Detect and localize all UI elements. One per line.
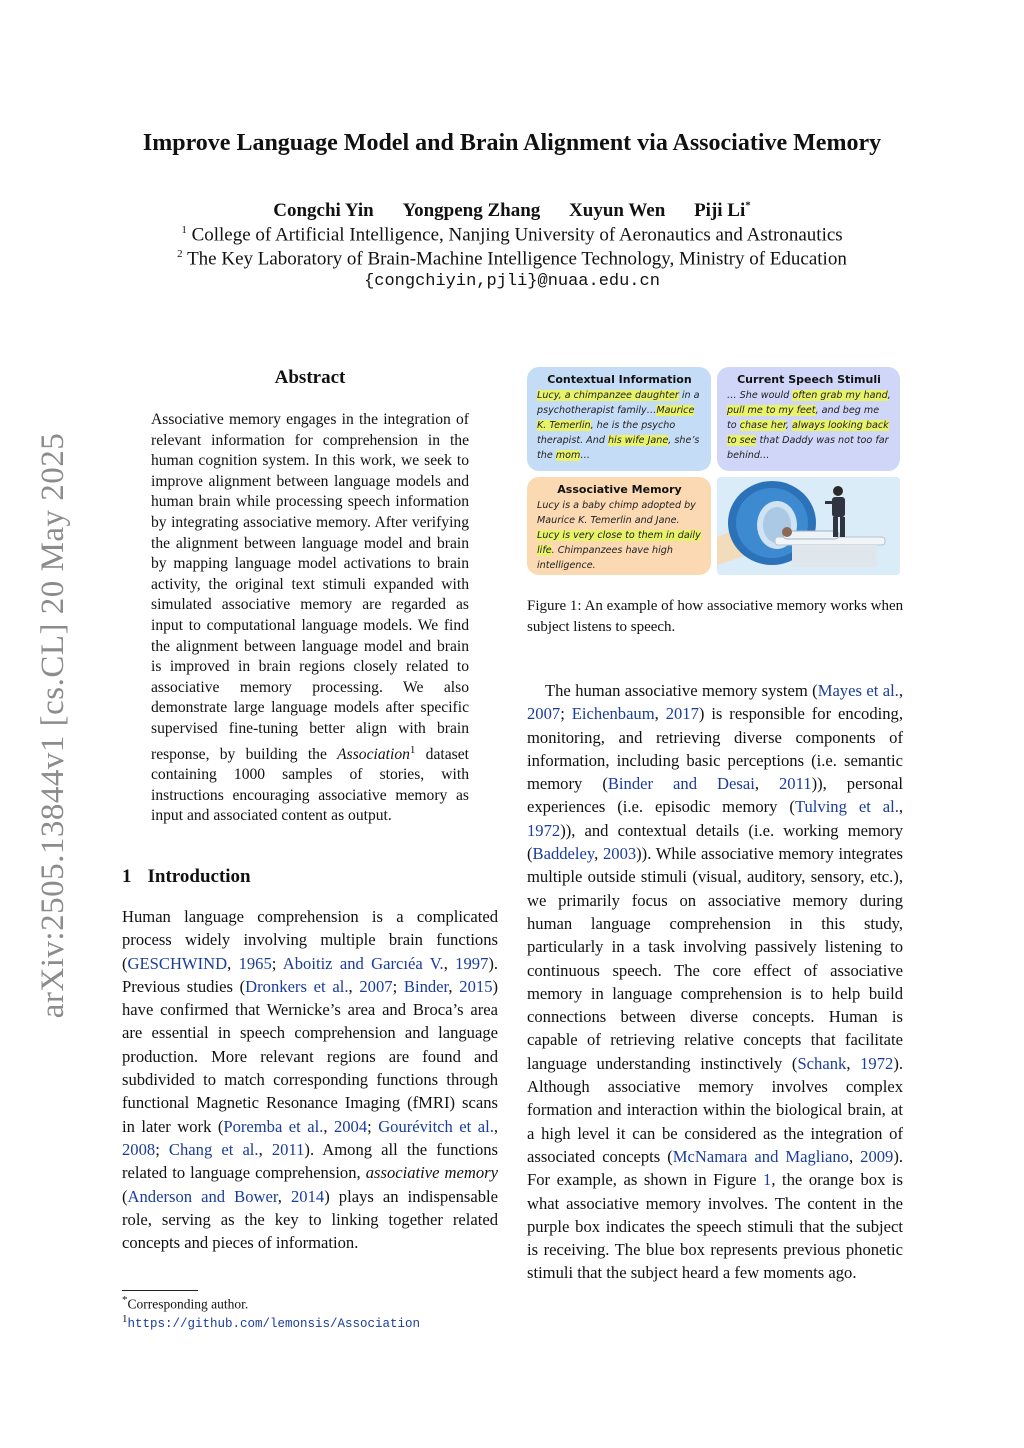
citation-link[interactable]: 1965 [238, 953, 272, 973]
footnote-ref[interactable]: 1 [409, 743, 416, 756]
box-text: Lucy, a chimpanzee daughter in a psychotherapist family…Maurice K. Temerlin, he is the psycho therapist. And his wife Jane, she’s the mom… [537, 390, 700, 461]
figure-caption: Figure 1: An example of how associative memory works when subject listens to speech. [527, 598, 904, 635]
citation-link[interactable]: 1972 [527, 820, 561, 840]
associative-memory-box [527, 477, 711, 575]
footnote-divider [122, 1290, 198, 1291]
citation-link[interactable]: Poremba et al. [223, 1116, 324, 1136]
citation-link[interactable]: McNamara and Magliano [672, 1146, 849, 1166]
arxiv-side-stamp [24, 420, 84, 1030]
citation-link[interactable]: 2007 [527, 704, 561, 724]
citation-link[interactable]: 2011 [271, 1139, 305, 1159]
figure-1 [527, 367, 903, 579]
author-name: Xuyun Wen [569, 200, 666, 222]
mri-scanner-icon [717, 477, 900, 575]
citation-link[interactable]: Binder [403, 976, 449, 996]
current-speech-stimuli-box [717, 367, 900, 471]
citation-link[interactable]: Tulving et al. [794, 797, 899, 817]
citation-link[interactable]: Schank [797, 1053, 847, 1073]
box-text: … She would often grab my hand, pull me to my feet, and beg me to chase her, always looking back to see that Daddy was not too far behind… [727, 390, 891, 461]
author-email: {congchiyin,pjli}@nuaa.edu.cn [364, 272, 660, 291]
citation-link[interactable]: 2011 [778, 774, 812, 794]
author-name: Piji Li* [694, 200, 751, 222]
citation-link[interactable]: 1972 [860, 1053, 894, 1073]
dataset-url-link[interactable]: https://github.com/lemonsis/Association [127, 1317, 421, 1332]
citation-link[interactable]: Anderson and Bower [127, 1186, 278, 1206]
citation-link[interactable]: 2014 [291, 1186, 325, 1206]
box-heading: Current Speech Stimuli [737, 373, 881, 386]
figure-reference-link[interactable]: 1 [763, 1170, 772, 1190]
citation-link[interactable]: Mayes et al. [817, 681, 899, 700]
affiliation-1: $^1$ College of Artificial Intelligence, Nanjing University of Aeronautics and Astronautics [181, 224, 843, 246]
mri-scanner-illustration [717, 477, 900, 575]
citation-link[interactable]: 2003 [602, 844, 637, 864]
author-name: Congchi Yin [273, 200, 374, 222]
citation-link[interactable]: 2007 [359, 976, 393, 996]
citation-link[interactable]: Aboitiz and Garcıéa V. [282, 953, 444, 973]
box-heading: Contextual Information [547, 373, 692, 386]
author-name: Yongpeng Zhang [402, 200, 541, 222]
abstract-heading: Abstract [274, 367, 346, 388]
citation-link[interactable]: GESCHWIND [127, 953, 228, 973]
footnote-1: *Corresponding author. [122, 1294, 249, 1312]
citation-link[interactable]: 2008 [122, 1139, 156, 1159]
citation-link[interactable]: Dronkers et al. [245, 976, 349, 996]
contextual-information-box [527, 367, 711, 471]
box-text: Lucy is a baby chimp adopted by Maurice K. Temerlin and Jane. Lucy is very close to them in daily life. Chimpanzees have high intelligence. [537, 500, 701, 571]
affiliation-2: $^2$ The Key Laboratory of Brain-Machine Intelligence Technology, Ministry of Education [177, 248, 847, 270]
arxiv-id: arXiv:2505.13844v1 [cs.CL] 20 May 2025 [35, 432, 72, 1018]
citation-link[interactable]: 2015 [459, 976, 493, 996]
author-list [0, 200, 1024, 222]
citation-link[interactable]: 1997 [455, 953, 489, 973]
footnote-2: $^1$https://github.com/lemonsis/Association [122, 1313, 421, 1332]
intro-paragraph: Human language comprehension is a complicated process widely involving multiple brain functions (GESCHWIND, 1965; Aboitiz and Garcıéa V., 1997). Previous studies (Dronkers et al., 2007; Binder, 2015) have confirmed that Wernicke’s area and Broca’s area are essential in speech comprehension and language production. More relevant regions are found and subdivided to match corresponding functions through functional Magnetic Resonance Imaging (fMRI) scans in later work (Poremba et al., 2004; Gourévitch et al., 2008; Chang et al., 2011). Among all the functions related to language comprehension, associative memory (Anderson and Bower, 2014) plays an indispensable role, serving as the key to linking together related concepts and pieces of information. [122, 907, 499, 1253]
author-mark: * [745, 200, 751, 212]
section-heading-introduction: 1 Introduction [122, 866, 251, 887]
abstract-body: Associative memory engages in the integration of relevant information for comprehension in the human cognition system. In this work, we seek to improve alignment between language models and human brain while processing speech information by integrating associative memory. After verifying the alignment between language model and brain by mapping language model activations to brain activity, the original text stimuli expanded with simulated associative memory are regarded as input to computational language models. We find the alignment between language model and brain is improved in brain regions closely related to associative memory processing. We also demonstrate large language models after specific supervised fine-tuning better align with brain response, by building the Association$^1$ dataset containing 1000 samples of stories, with instructions encouraging associative memory as input and associated content as output. [151, 411, 469, 825]
intro-paragraph-right: The human associative memory system (Mayes et al., 2007; Eichenbaum, 2017) is responsible for encoding, monitoring, and retrieving diverse components of information, including basic perceptions (i.e. semantic memory (Binder and Desai, 2011)), personal experiences (i.e. episodic memory (Tulving et al., 1972)), and contextual details (i.e. working memory (Baddeley, 2003)). While associative memory integrates multiple outside stimuli (visual, auditory, sensory, etc.), we primarily focus on associative memory during human language comprehension in this study, particularly in a task involving passively listening to continuous speech. The core effect of associative memory in language comprehension is to help build connections between diverse concepts. Human is capable of retrieving relative concepts that facilitate language understanding instinctively (Schank, 1972). Although associative memory involves complex formation and interaction within the biological brain, at a high level it can be considered as the integration of associated concepts (McNamara and Magliano, 2009). For example, as shown in Figure 1, the orange box is what associative memory involves. The content in the purple box indicates the speech stimuli that the subject is receiving. The blue box represents previous phonetic stimuli that the subject heard a few moments ago. [527, 681, 904, 1283]
citation-link[interactable]: Chang et al. [168, 1139, 259, 1159]
paper-title: Improve Language Model and Brain Alignment via Associative Memory [142, 130, 882, 156]
citation-link[interactable]: Baddeley [532, 844, 595, 864]
citation-link[interactable]: 2009 [860, 1146, 894, 1166]
citation-link[interactable]: Gourévitch et al. [378, 1116, 494, 1136]
citation-link[interactable]: Eichenbaum [571, 704, 655, 724]
box-heading: Associative Memory [557, 483, 682, 496]
citation-link[interactable]: Binder and Desai [607, 774, 755, 794]
citation-link[interactable]: 2017 [665, 704, 699, 724]
citation-link[interactable]: 2004 [333, 1116, 368, 1136]
